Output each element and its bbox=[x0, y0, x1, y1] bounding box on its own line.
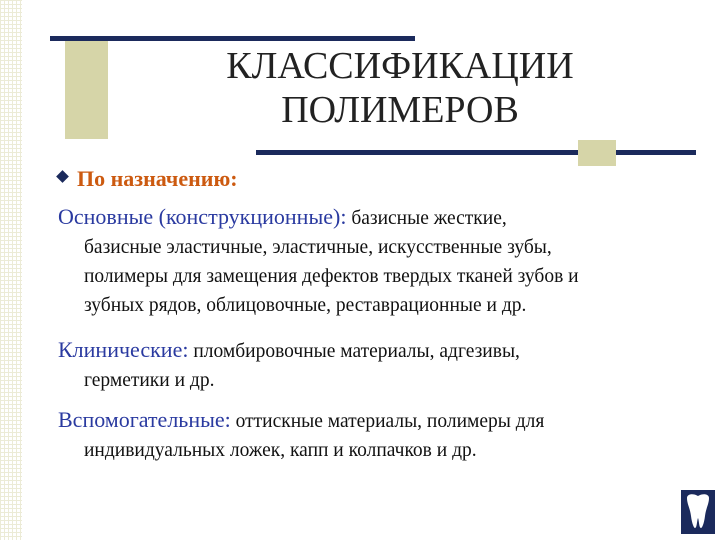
item-main bbox=[58, 202, 698, 320]
item-continuation: зубных рядов, облицовочные, реставрационные и др. bbox=[84, 295, 527, 316]
decorative-block-top bbox=[65, 38, 108, 139]
slide-title bbox=[170, 44, 630, 132]
item-clinical bbox=[58, 335, 698, 395]
item-continuation: базисные эластичные, эластичные, искусственные зубы, bbox=[84, 237, 552, 258]
bullet-label: По назначению: bbox=[77, 166, 238, 191]
striped-margin bbox=[0, 0, 22, 540]
bullet-heading bbox=[58, 166, 238, 192]
item-heading: Клинические: bbox=[58, 337, 189, 362]
title-line-1: КЛАССИФИКАЦИИ bbox=[226, 45, 574, 87]
title-line-2: ПОЛИМЕРОВ bbox=[281, 89, 519, 131]
item-continuation: полимеры для замещения дефектов твердых тканей зубов и bbox=[84, 266, 579, 287]
diamond-bullet-icon bbox=[56, 170, 69, 183]
decorative-block-bottom bbox=[578, 140, 616, 166]
item-auxiliary bbox=[58, 405, 698, 465]
decorative-line-top bbox=[50, 36, 415, 41]
tooth-logo-icon bbox=[681, 490, 715, 534]
item-text: базисные жесткие, bbox=[351, 208, 507, 229]
item-heading: Основные (конструкционные): bbox=[58, 204, 347, 229]
item-continuation: индивидуальных ложек, капп и колпачков и др. bbox=[84, 440, 477, 461]
item-heading: Вспомогательные: bbox=[58, 407, 231, 432]
decorative-line-bottom bbox=[256, 150, 696, 155]
item-text: оттискные материалы, полимеры для bbox=[235, 411, 545, 432]
item-continuation: герметики и др. bbox=[84, 370, 215, 391]
item-text: пломбировочные материалы, адгезивы, bbox=[193, 341, 520, 362]
